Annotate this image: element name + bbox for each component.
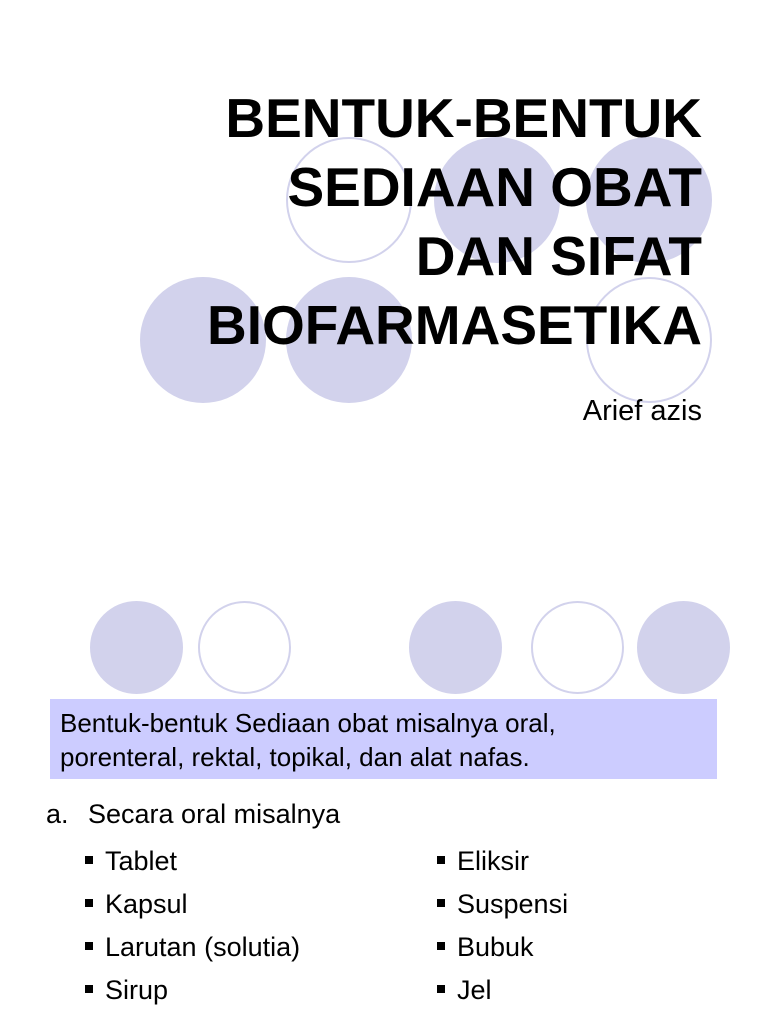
decor-circle: [198, 601, 291, 694]
title-line: DAN SIFAT: [415, 225, 702, 287]
list-item: [437, 969, 568, 1012]
section-marker: a.: [46, 799, 69, 829]
callout-line: porenteral, rektal, topikal, dan alat nafas.: [60, 742, 530, 772]
list-item: [85, 840, 300, 883]
decor-circle: [637, 601, 730, 694]
list-item-label: Tablet: [105, 846, 178, 876]
list-item: [85, 883, 300, 926]
list-item: [437, 926, 568, 969]
title-line: SEDIAAN OBAT: [287, 156, 702, 218]
decor-circle: [409, 601, 502, 694]
bullet-icon: [437, 942, 445, 950]
bullet-icon: [437, 899, 445, 907]
author-name: Arief azis: [582, 395, 702, 427]
title-line: BIOFARMASETIKA: [207, 294, 702, 356]
decor-circle: [531, 601, 624, 694]
bullet-icon: [85, 985, 93, 993]
bullet-list-right: [437, 840, 568, 1012]
bullet-icon: [85, 899, 93, 907]
list-item-label: Bubuk: [457, 932, 534, 962]
list-item-label: Eliksir: [457, 846, 529, 876]
list-item: [437, 840, 568, 883]
list-item: [85, 969, 300, 1012]
list-item: [85, 926, 300, 969]
list-item-label: Sirup: [105, 975, 169, 1005]
decor-circle: [90, 601, 183, 694]
section-label: Secara oral misalnya: [88, 799, 341, 829]
list-item-label: Larutan (solutia): [105, 932, 301, 962]
title-line: BENTUK-BENTUK: [225, 87, 702, 149]
bullet-icon: [85, 942, 93, 950]
bullet-list-left: [85, 840, 300, 1012]
list-item-label: Suspensi: [457, 889, 569, 919]
list-item: [437, 883, 568, 926]
callout-box: [50, 699, 717, 779]
bullet-icon: [437, 985, 445, 993]
slide-title: [62, 84, 702, 360]
bullet-icon: [437, 856, 445, 864]
list-item-label: Kapsul: [105, 889, 188, 919]
list-item-label: Jel: [457, 975, 492, 1005]
bullet-icon: [85, 856, 93, 864]
section-heading: [46, 797, 340, 831]
callout-line: Bentuk-bentuk Sediaan obat misalnya oral,: [60, 708, 556, 738]
